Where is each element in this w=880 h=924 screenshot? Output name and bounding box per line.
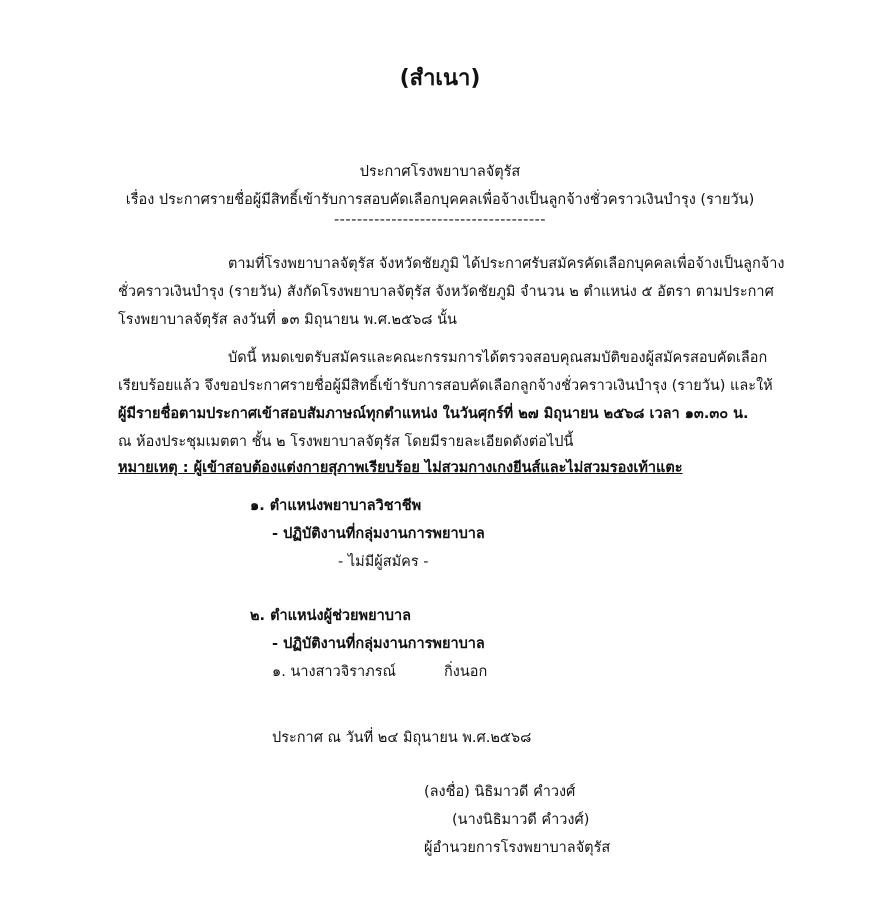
- candidate-name: นางสาวจิราภรณ์: [290, 664, 396, 680]
- position-1-title: ๑. ตำแหน่งพยาบาลวิชาชีพ: [250, 498, 422, 514]
- signatory-position: ผู้อำนวยการโรงพยาบาลจัตุรัส: [424, 840, 611, 856]
- candidate-surname: กิ่งนอก: [444, 664, 488, 680]
- para1-line3: โรงพยาบาลจัตุรัส ลงวันที่ ๑๓ มิถุนายน พ.ศ.๒๕๖๘ นั้น: [118, 312, 457, 328]
- position-2-unit: - ปฏิบัติงานที่กลุ่มงานการพยาบาล: [272, 636, 485, 652]
- signatory-name: (นางนิธิมาวดี คำวงศ์): [452, 812, 590, 828]
- copy-mark: (สำเนา): [399, 66, 481, 91]
- candidate-row: [272, 660, 396, 683]
- position-1-unit: - ปฏิบัติงานที่กลุ่มงานการพยาบาล: [272, 526, 485, 542]
- para2-line3-emphasis: ผู้มีรายชื่อตามประกาศเข้าสอบสัมภาษณ์ทุกตำแหน่ง ในวันศุกร์ที่ ๒๗ มิถุนายน ๒๕๖๘ เวลา ๑๓.๓๐ น.: [118, 406, 749, 422]
- para1-line1: ตามที่โรงพยาบาลจัตุรัส จังหวัดชัยภูมิ ได้ประกาศรับสมัครคัดเลือกบุคคลเพื่อจ้างเป็นลูกจ้าง: [228, 256, 785, 272]
- para2-line4: ณ ห้องประชุมเมตตา ชั้น ๒ โรงพยาบาลจัตุรัส โดยมีรายละเอียดดังต่อไปนี้: [118, 434, 574, 450]
- title-divider: -------------------------------------: [333, 212, 547, 228]
- candidate-number: ๑.: [272, 664, 286, 680]
- para2-line1: บัดนี้ หมดเขตรับสมัครและคณะกรรมการได้ตรวจสอบคุณสมบัติของผู้สมัครสอบคัดเลือก: [228, 350, 768, 366]
- position-1-no-applicants: - ไม่มีผู้สมัคร -: [338, 554, 429, 570]
- para1-line2: ชั่วคราวเงินบำรุง (รายวัน) สังกัดโรงพยาบาลจัตุรัส จังหวัดชัยภูมิ จำนวน ๒ ตำแหน่ง ๕ อัตรา ตามประกาศ: [118, 284, 774, 300]
- announcement-issuer: ประกาศโรงพยาบาลจัตุรัส: [359, 164, 521, 180]
- announcement-subject: เรื่อง ประกาศรายชื่อผู้มีสิทธิ์เข้ารับการสอบคัดเลือกบุคคลเพื่อจ้างเป็นลูกจ้างชั่วคราวเงินบำรุง (รายวัน): [125, 192, 755, 208]
- para2-line2: เรียบร้อยแล้ว จึงขอประกาศรายชื่อผู้มีสิทธิ์เข้ารับการสอบคัดเลือกลูกจ้างชั่วคราวเงินบำรุง (รายวัน) และให้: [118, 378, 773, 394]
- remark-note: หมายเหตุ : ผู้เข้าสอบต้องแต่งกายสุภาพเรียบร้อย ไม่สวมกางเกงยีนส์และไม่สวมรองเท้าแตะ: [118, 460, 683, 476]
- announcement-date: ประกาศ ณ วันที่ ๒๔ มิถุนายน พ.ศ.๒๕๖๘: [272, 730, 532, 746]
- signature-line: (ลงชื่อ) นิธิมาวดี คำวงศ์: [424, 784, 576, 800]
- position-2-title: ๒. ตำแหน่งผู้ช่วยพยาบาล: [250, 608, 411, 624]
